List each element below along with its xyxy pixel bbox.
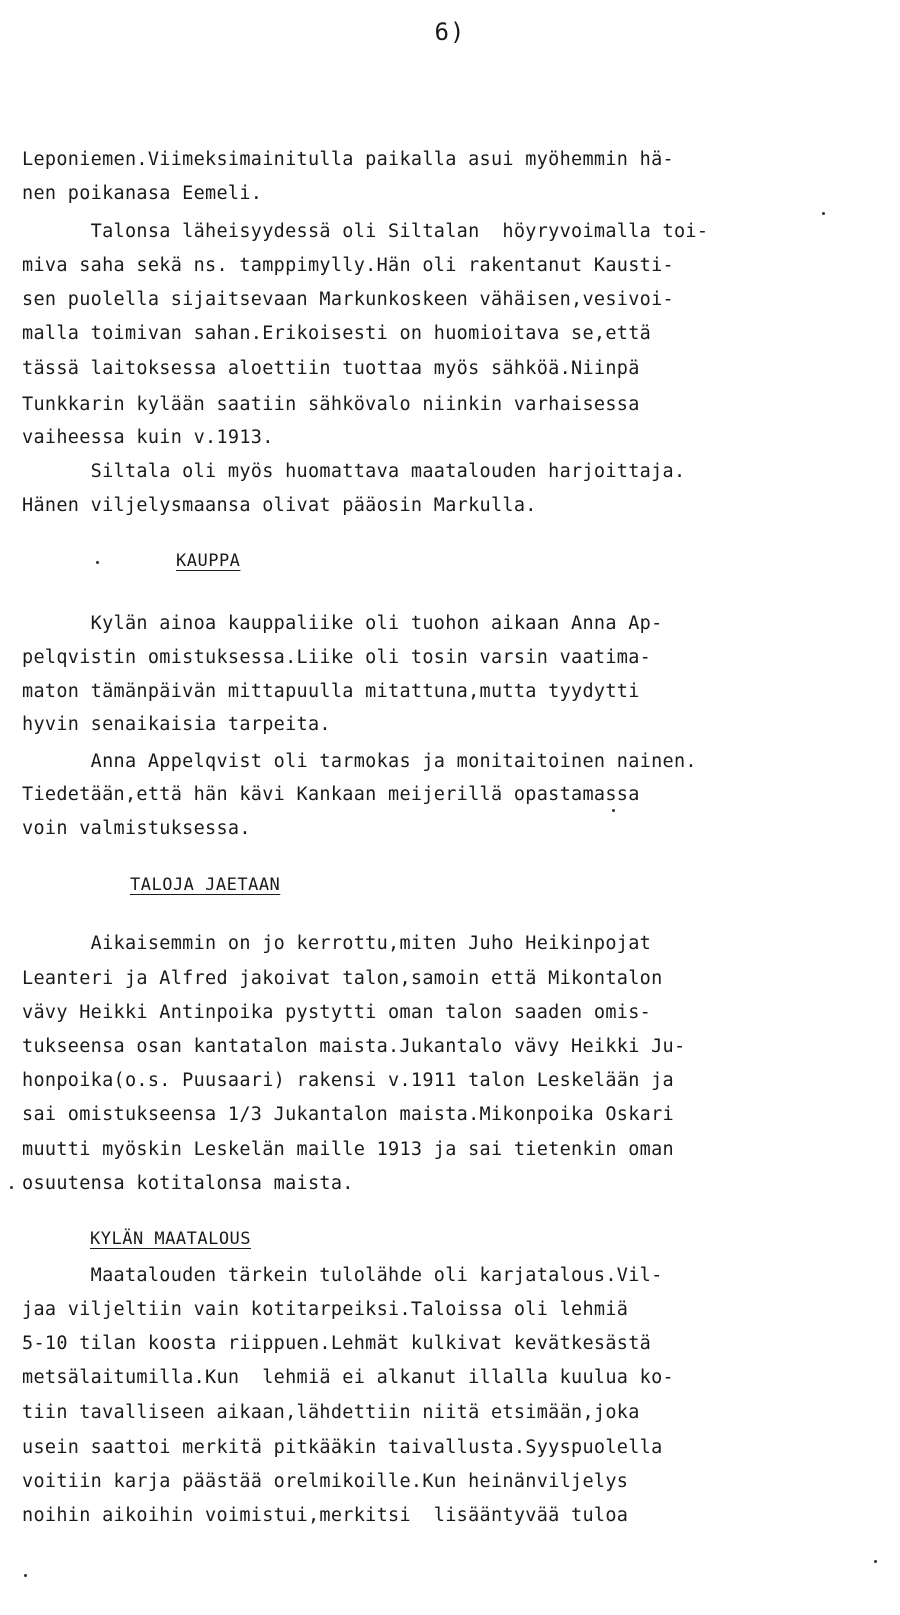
section-heading-kauppa: KAUPPA xyxy=(176,551,241,571)
scan-speck xyxy=(612,809,615,812)
text-line: voitiin karja päästää orelmikoille.Kun heinänviljelys xyxy=(22,1471,629,1492)
page-number: 6) xyxy=(434,18,466,46)
scan-speck xyxy=(874,1560,877,1563)
text-line: Siltala oli myös huomattava maatalouden harjoittaja. xyxy=(22,461,686,482)
text-line: Maatalouden tärkein tulolähde oli karjatalous.Vil- xyxy=(22,1265,663,1286)
text-line: voin valmistuksessa. xyxy=(22,818,251,839)
text-line: sen puolella sijaitsevaan Markunkoskeen vähäisen,vesivoi- xyxy=(22,289,674,310)
text-line: Talonsa läheisyydessä oli Siltalan höyryvoimalla toi- xyxy=(22,221,709,242)
scan-speck xyxy=(10,1186,13,1189)
text-line: vaiheessa kuin v.1913. xyxy=(22,427,274,448)
text-line: Kylän ainoa kauppaliike oli tuohon aikaan Anna Ap- xyxy=(22,613,663,634)
text-line: tukseensa osan kantatalon maista.Jukantalo vävy Heikki Ju- xyxy=(22,1036,686,1057)
text-line: vävy Heikki Antinpoika pystytti oman talon saaden omis- xyxy=(22,1002,652,1023)
scan-speck xyxy=(96,561,99,564)
text-line: Leanteri ja Alfred jakoivat talon,samoin että Mikontalon xyxy=(22,968,663,989)
text-line: malla toimivan sahan.Erikoisesti on huomioitava se,että xyxy=(22,323,652,344)
text-line: metsälaitumilla.Kun lehmiä ei alkanut illalla kuulua ko- xyxy=(22,1367,674,1388)
text-line: Tunkkarin kylään saatiin sähkövalo niinkin varhaisessa xyxy=(22,394,640,415)
text-line: pelqvistin omistuksessa.Liike oli tosin varsin vaatima- xyxy=(22,647,652,668)
text-line: tiin tavalliseen aikaan,lähdettiin niitä etsimään,joka xyxy=(22,1402,640,1423)
text-line: usein saattoi merkitä pitkääkin taivallusta.Syyspuolella xyxy=(22,1437,663,1458)
text-line: hyvin senaikaisia tarpeita. xyxy=(22,714,331,735)
text-line: muutti myöskin Leskelän maille 1913 ja sai tietenkin oman xyxy=(22,1139,674,1160)
text-line: osuutensa kotitalonsa maista. xyxy=(22,1173,354,1194)
text-line: sai omistukseensa 1/3 Jukantalon maista.Mikonpoika Oskari xyxy=(22,1104,674,1125)
text-line: tässä laitoksessa aloettiin tuottaa myös sähköä.Niinpä xyxy=(22,358,640,379)
text-line: Leponiemen.Viimeksimainitulla paikalla asui myöhemmin hä- xyxy=(22,149,674,170)
section-heading-kylan-maatalous: KYLÄN MAATALOUS xyxy=(90,1229,252,1249)
text-line: miva saha sekä ns. tamppimylly.Hän oli rakentanut Kausti- xyxy=(22,255,674,276)
text-line: honpoika(o.s. Puusaari) rakensi v.1911 talon Leskelään ja xyxy=(22,1070,674,1091)
scan-speck xyxy=(24,1574,27,1577)
text-line: maton tämänpäivän mittapuulla mitattuna,mutta tyydytti xyxy=(22,681,640,702)
section-heading-taloja-jaetaan: TALOJA JAETAAN xyxy=(130,875,281,895)
text-line: noihin aikoihin voimistui,merkitsi lisääntyvää tuloa xyxy=(22,1505,629,1526)
text-line: Anna Appelqvist oli tarmokas ja monitaitoinen nainen. xyxy=(22,751,697,772)
text-line: 5-10 tilan koosta riippuen.Lehmät kulkivat kevätkesästä xyxy=(22,1333,652,1354)
text-line: nen poikanasa Eemeli. xyxy=(22,183,263,204)
text-line: Aikaisemmin on jo kerrottu,miten Juho Heikinpojat xyxy=(22,933,652,954)
text-line: jaa viljeltiin vain kotitarpeiksi.Taloissa oli lehmiä xyxy=(22,1299,629,1320)
text-line: Hänen viljelysmaansa olivat pääosin Markulla. xyxy=(22,495,537,516)
scan-speck xyxy=(822,212,825,215)
text-line: Tiedetään,että hän kävi Kankaan meijerillä opastamassa xyxy=(22,784,640,805)
